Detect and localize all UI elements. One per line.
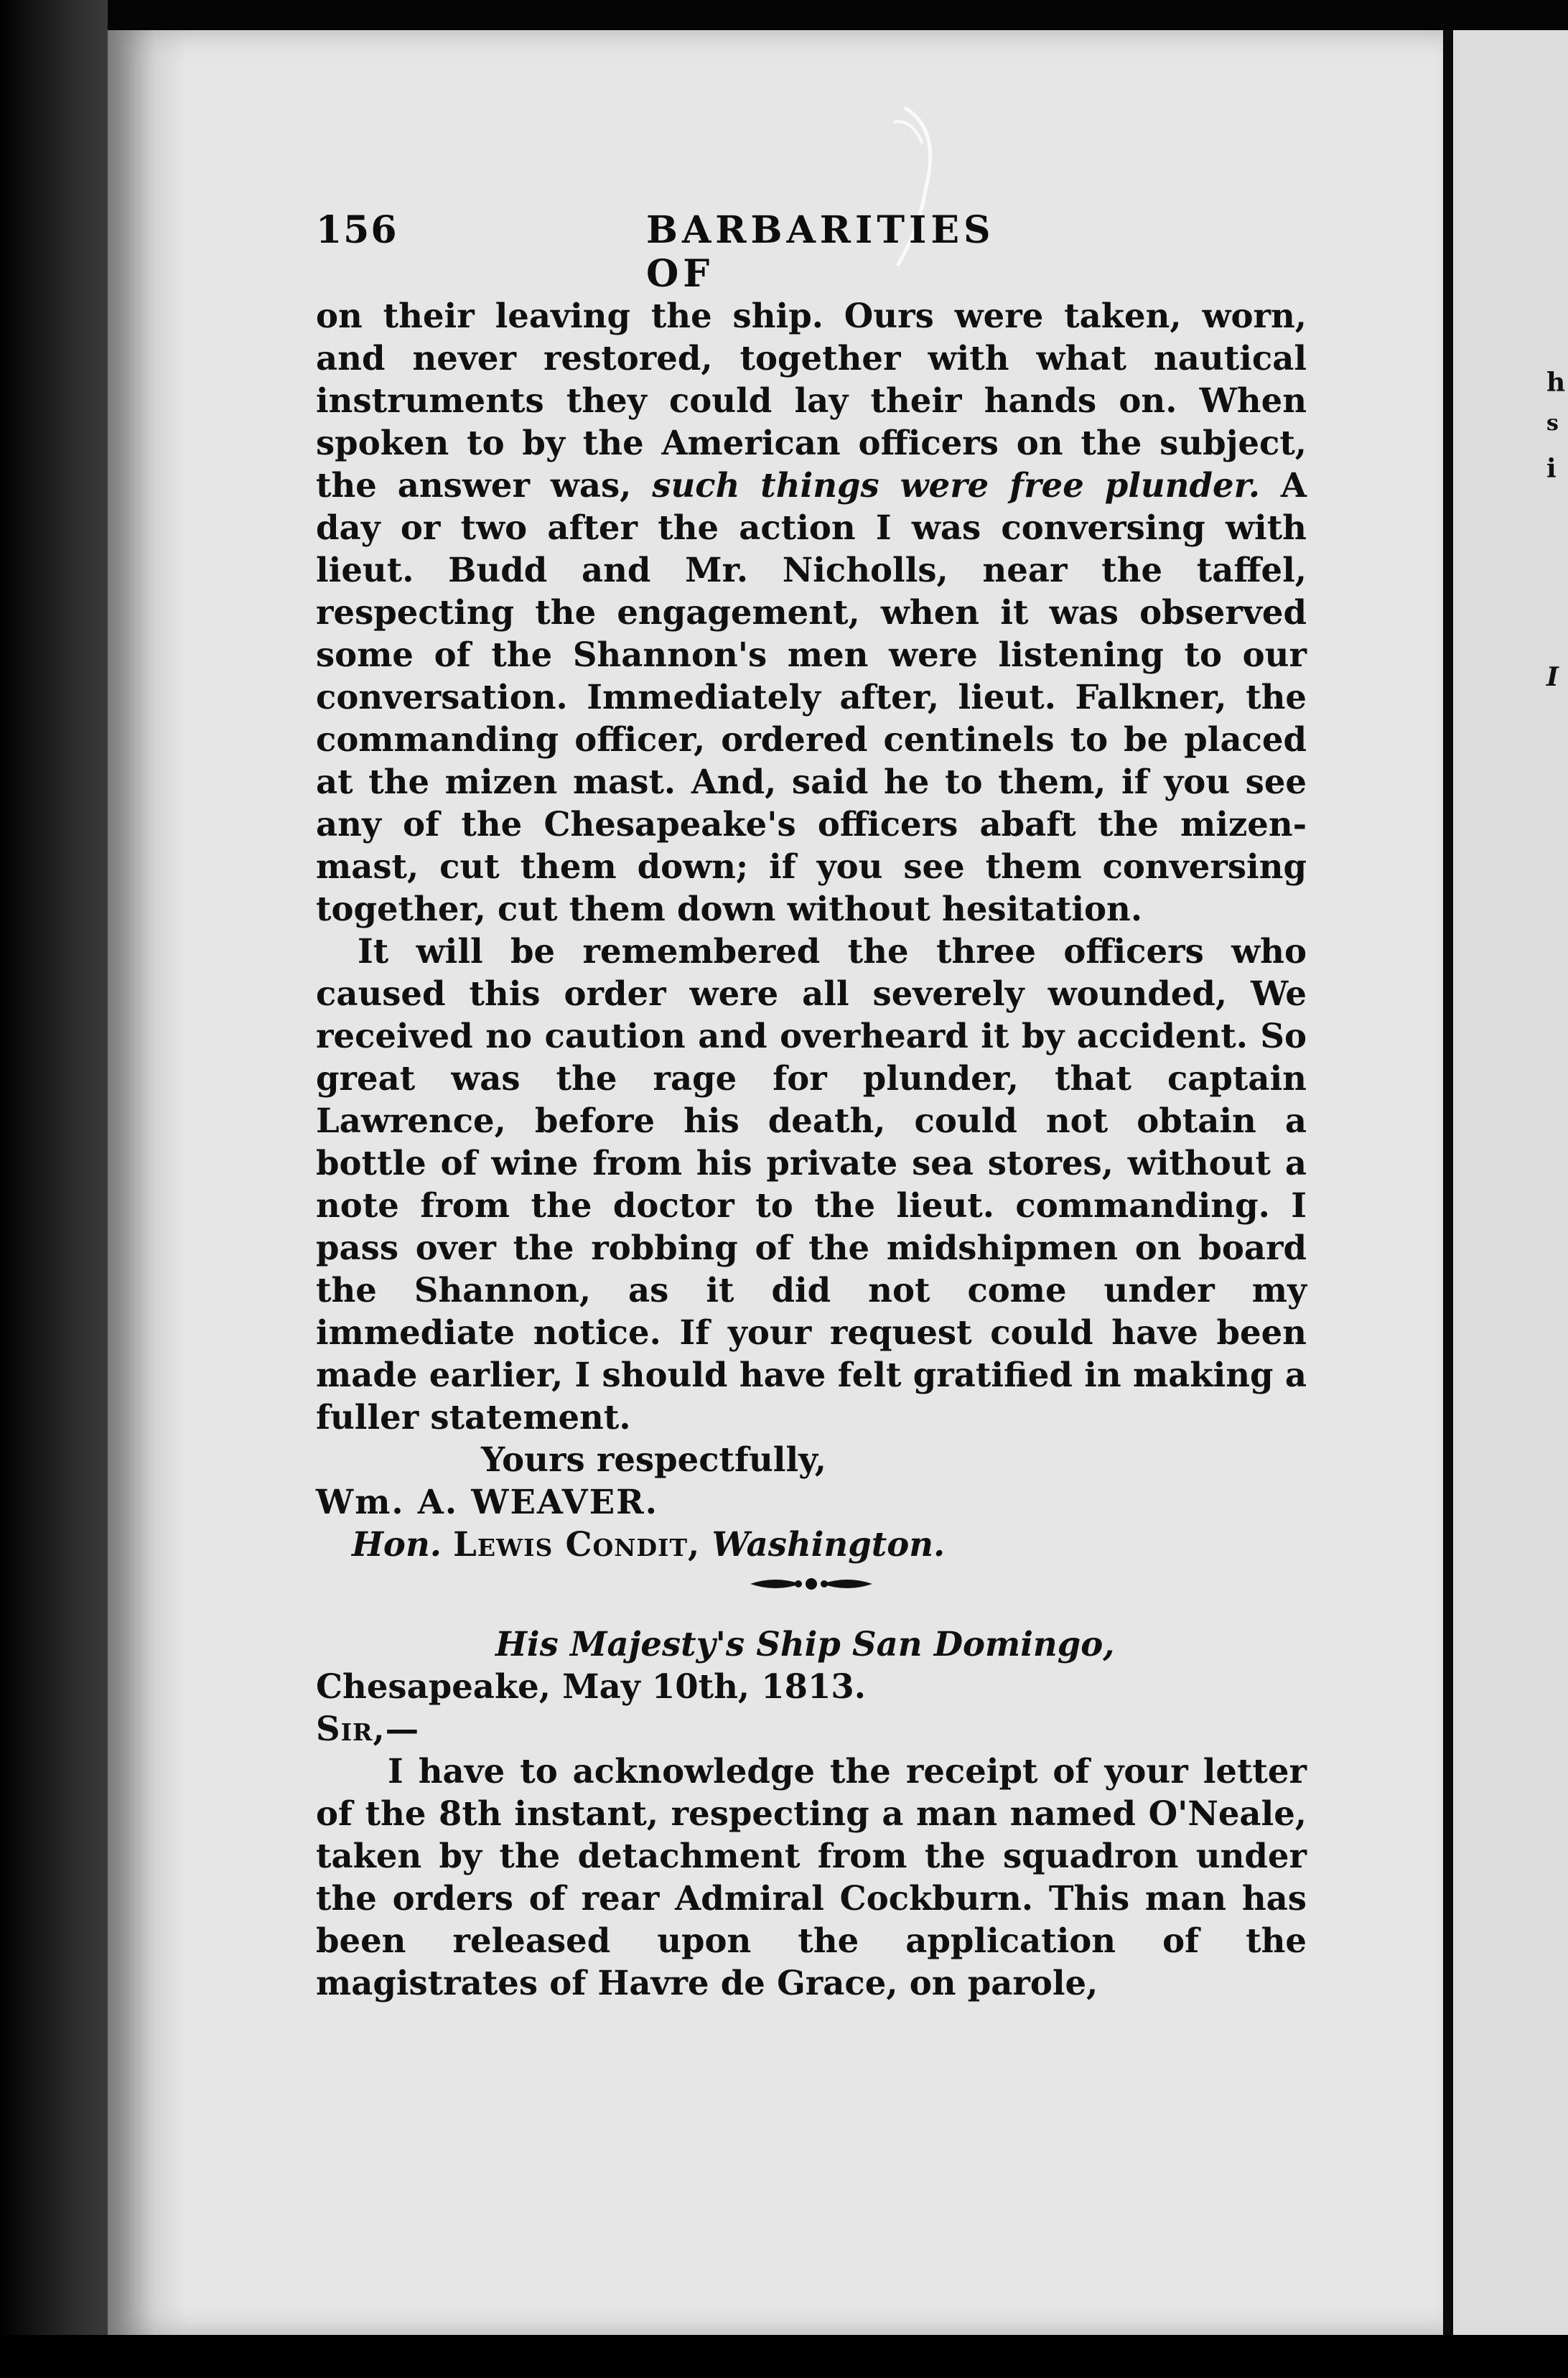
page-edge-stain xyxy=(108,30,187,2335)
paragraph-1-text: on their leaving the ship. Ours were taken, worn, and never restored, together with what nautical instruments they could lay their hands on. When spoken to by the American officers on the subject, the answer was, xyxy=(316,296,1307,505)
page-number: 156 xyxy=(316,208,398,252)
section-ornament xyxy=(316,1565,1307,1623)
signoff: Yours respectfully, xyxy=(481,1440,826,1479)
addressee-place: Washington. xyxy=(711,1524,946,1564)
letter-place-date: Chesapeake, May 10th, 1813. xyxy=(316,1666,866,1706)
addressee-title: Hon. xyxy=(352,1524,442,1564)
page-body xyxy=(316,294,1307,2004)
book-spine xyxy=(0,0,108,2378)
signature: Wm. A. WEAVER. xyxy=(316,1482,658,1521)
scan-border-top xyxy=(0,0,1568,30)
facing-page-edge xyxy=(1453,30,1568,2335)
salutation: Sir,— xyxy=(316,1709,420,1748)
addressee-name: Lewis Condit, xyxy=(453,1524,701,1564)
letter-body: I have to acknowledge the receipt of your letter of the 8th instant, respecting a man named O'Neale, taken by the detachment from the squadron under the orders of rear Admiral Cockburn. This man has been released upon the application of the magistrates of Havre de Grace, on parole, xyxy=(316,1751,1307,2002)
paragraph-1 xyxy=(316,294,1307,930)
facing-fragment-3: i xyxy=(1546,454,1557,484)
facing-fragment-2: s xyxy=(1546,411,1559,436)
paragraph-1-italic: such things were free plunder. xyxy=(652,465,1261,505)
running-title: BARBARITIES OF xyxy=(646,208,995,296)
facing-fragment-1: h xyxy=(1546,368,1566,398)
addressee xyxy=(316,1523,1307,1565)
letter-heading: His Majesty's Ship San Domingo, xyxy=(495,1624,1115,1664)
running-head xyxy=(316,208,1034,296)
paragraph-1-continued: A day or two after the action I was conversing with lieut. Budd and Mr. Nicholls, near the taffel, respecting the engagement, when it was observed some of the Shannon's men were listening to our conversation. Immediately after, lieut. Falkner, the commanding officer, ordered centinels to be placed at the mizen mast. And, said he to them, if you see any of the Chesapeake's officers abaft the mizen-mast, cut them down; if you see them conversing together, cut them down without hesitation. xyxy=(316,465,1307,928)
second-letter xyxy=(316,1623,1307,2004)
facing-fragment-4: I xyxy=(1546,662,1559,692)
paragraph-2: It will be remembered the three officers who caused this order were all severely wounded, We received no caution and overheard it by accident. So great was the rage for plunder, that captain Lawrence, before his death, could not obtain a bottle of wine from his private sea stores, without a note from the doctor to the lieut. commanding. I pass over the robbing of the midshipmen on board the Shannon, as it did not come under my immediate notice. If your request could have been made earlier, I should have felt gratified in making a fuller statement. xyxy=(316,931,1307,1437)
ornament-divider-icon xyxy=(747,1570,876,1598)
gutter-rule xyxy=(1443,30,1453,2378)
scan-border-bottom xyxy=(0,2335,1568,2378)
